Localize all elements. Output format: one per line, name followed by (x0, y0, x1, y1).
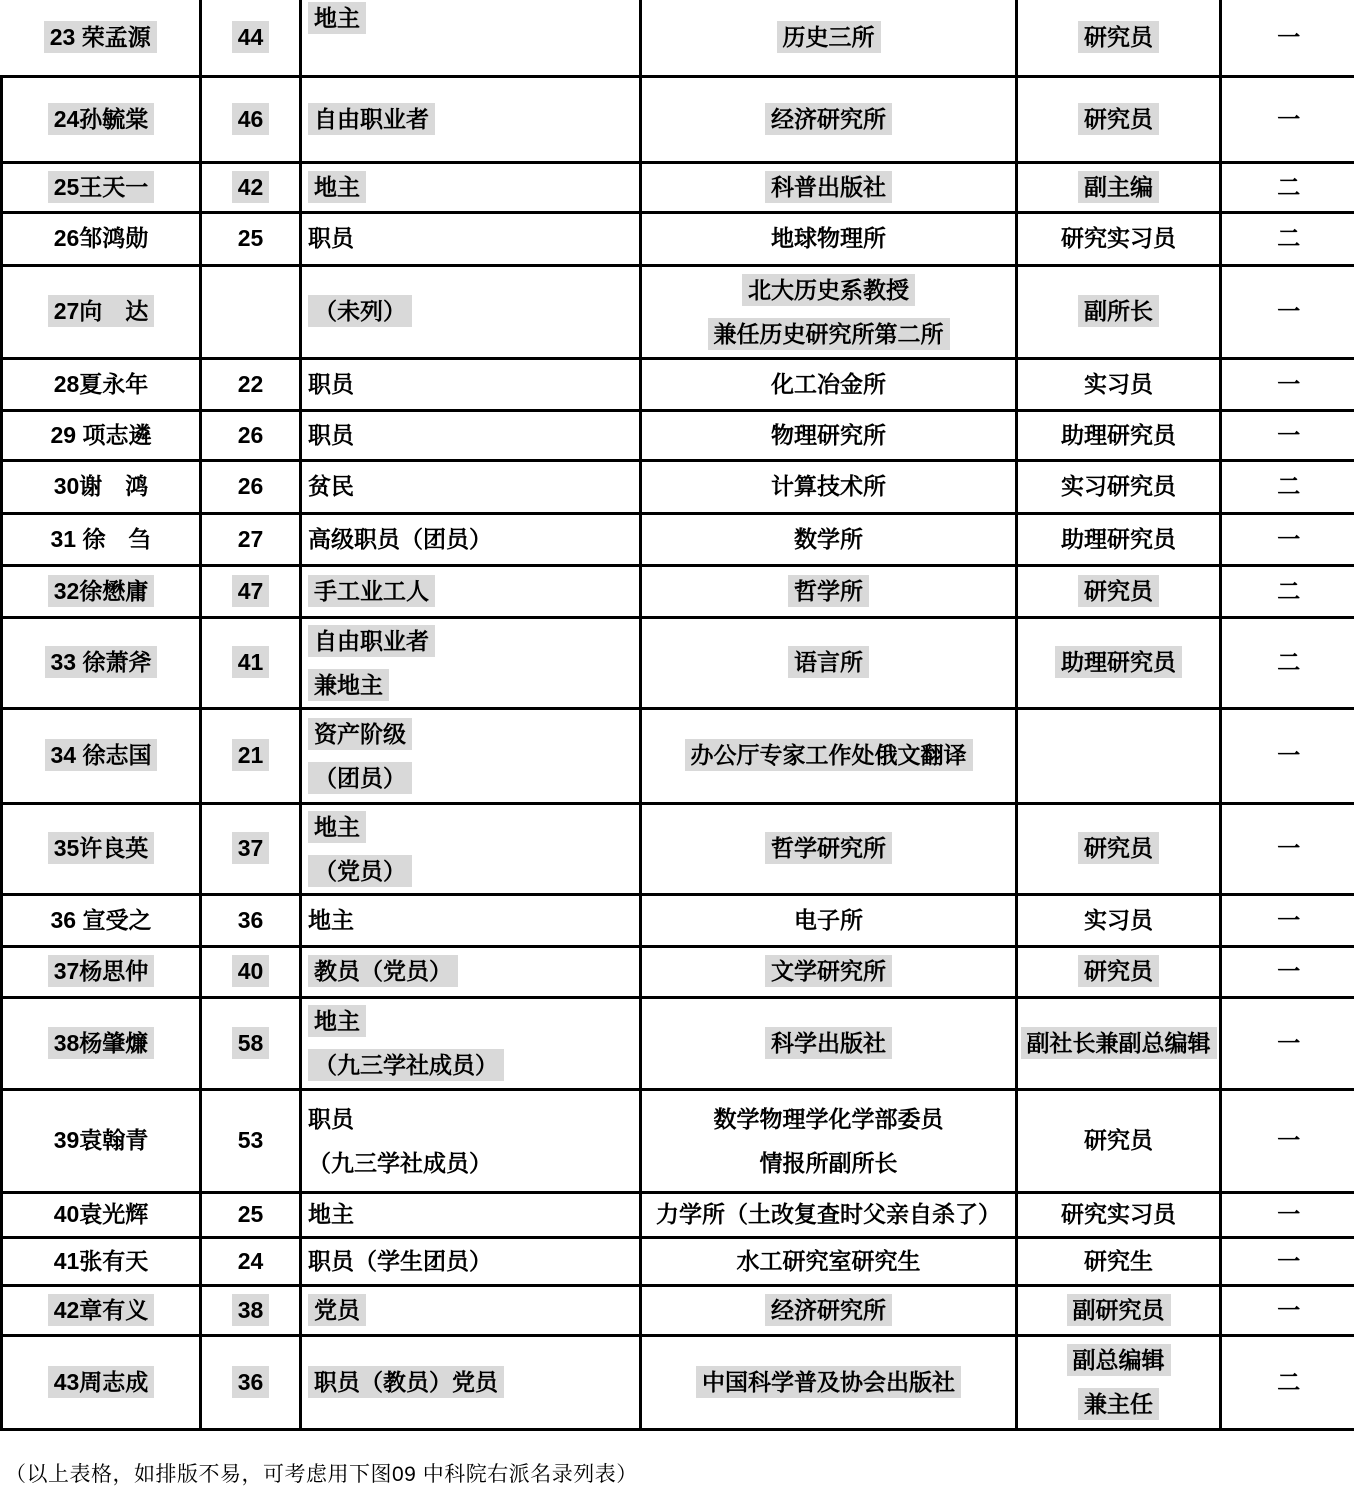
cell-unit (641, 410, 1017, 460)
cell-age (201, 162, 301, 212)
cell-text: 化工冶金所 (771, 370, 886, 397)
cell-class (301, 212, 641, 265)
cell-unit (641, 1237, 1017, 1285)
cell-text: 41张有天 (53, 1247, 149, 1274)
cell-text: 地主 (308, 1005, 366, 1037)
cell-text: 42章有义 (48, 1294, 155, 1326)
cell-age (201, 617, 301, 708)
cell-class (301, 894, 641, 946)
cell-text: 35许良英 (48, 832, 155, 864)
cell-text: 哲学所 (788, 575, 869, 607)
cell-text: 一 (1277, 105, 1301, 132)
cell-text: 实习员 (1084, 906, 1153, 933)
cell-text: 语言所 (788, 646, 869, 678)
cell-text: 一 (1277, 906, 1301, 933)
cell-text: 地球物理所 (771, 225, 886, 252)
cell-text: 41 (232, 646, 270, 678)
cell-mark (1221, 894, 1354, 946)
footnote: （以上表格，如排版不易，可考虑用下图09 中科院右派名录列表） (5, 1463, 638, 1486)
cell-text: 高级职员（团员） (308, 525, 492, 552)
cell-text: 地主 (308, 2, 366, 34)
cell-unit (641, 460, 1017, 513)
cell-name (2, 1285, 201, 1335)
cell-mark (1221, 76, 1354, 162)
cell-mark (1221, 1335, 1354, 1429)
cell-line (642, 312, 1015, 356)
cell-class (301, 513, 641, 565)
table-row (2, 76, 1354, 162)
table-row (2, 1285, 1354, 1335)
cell-text: 36 (232, 1366, 270, 1398)
cell-age (201, 894, 301, 946)
cell-text: 21 (232, 739, 270, 771)
cell-text: 一 (1277, 421, 1301, 448)
cell-age (201, 946, 301, 997)
cell-name (2, 617, 201, 708)
cell-mark (1221, 0, 1354, 76)
cell-unit (641, 76, 1017, 162)
cell-name (2, 265, 201, 358)
cell-class (301, 1192, 641, 1237)
cell-text: 计算技术所 (771, 473, 886, 500)
cell-class (301, 708, 641, 803)
cell-mark (1221, 513, 1354, 565)
cell-text: 一 (1277, 835, 1301, 862)
cell-text: 二 (1277, 173, 1301, 200)
cell-text: 科普出版社 (765, 171, 892, 203)
cell-age (201, 565, 301, 617)
cell-class (301, 460, 641, 513)
cell-age (201, 1237, 301, 1285)
cell-text: 26 (237, 421, 264, 448)
cell-class (301, 1237, 641, 1285)
cell-title (1017, 460, 1221, 513)
cell-line (1018, 1382, 1219, 1426)
cell-class (301, 946, 641, 997)
cell-line (308, 619, 639, 663)
cell-title (1017, 946, 1221, 997)
cell-text: 一 (1277, 298, 1301, 325)
cell-text: 47 (232, 575, 270, 607)
cell-text: 37杨思仲 (48, 955, 155, 987)
cell-text: 二 (1277, 225, 1301, 252)
cell-text: 副社长兼副总编辑 (1021, 1027, 1217, 1059)
cell-text: 一 (1277, 1296, 1301, 1323)
table-row (2, 358, 1354, 410)
cell-age (201, 1285, 301, 1335)
cell-unit (641, 803, 1017, 894)
cell-text: 实习研究员 (1061, 473, 1176, 500)
cell-name (2, 76, 201, 162)
cell-text: 副主编 (1078, 171, 1159, 203)
cell-text: 物理研究所 (771, 421, 886, 448)
cell-text: 32徐懋庸 (48, 575, 155, 607)
cell-text: 数学物理学化学部委员 (713, 1105, 944, 1132)
cell-text: 经济研究所 (765, 1294, 892, 1326)
cell-unit (641, 894, 1017, 946)
cell-text: 兼地主 (308, 669, 389, 701)
cell-unit (641, 1285, 1017, 1335)
table-row (2, 1237, 1354, 1285)
cell-class (301, 1089, 641, 1192)
cell-line (308, 663, 639, 707)
cell-text: 25 (237, 225, 264, 252)
cell-mark (1221, 565, 1354, 617)
cell-text: 36 (237, 906, 264, 933)
cell-text: 46 (232, 103, 270, 135)
cell-title (1017, 212, 1221, 265)
cell-age (201, 1192, 301, 1237)
cell-mark (1221, 803, 1354, 894)
cell-text: 职员（教员）党员 (308, 1366, 504, 1398)
cell-unit (641, 708, 1017, 803)
cell-text: 43周志成 (48, 1366, 155, 1398)
table-row (2, 513, 1354, 565)
cell-text: 一 (1277, 23, 1301, 50)
cell-text: 贫民 (308, 473, 354, 500)
cell-text: 40 (232, 955, 270, 987)
table-row (2, 162, 1354, 212)
cell-text: （团员） (308, 762, 412, 794)
cell-class (301, 358, 641, 410)
cell-title (1017, 410, 1221, 460)
cell-unit (641, 617, 1017, 708)
table-row (2, 460, 1354, 513)
cell-text: 28夏永年 (53, 370, 149, 397)
cell-text: 电子所 (794, 906, 863, 933)
cell-text: 31 徐 刍 (50, 525, 152, 552)
cell-line (308, 1141, 639, 1185)
cell-unit (641, 1089, 1017, 1192)
cell-text: 地主 (308, 906, 354, 933)
cell-text: 36 宣受之 (50, 906, 152, 933)
cell-unit (641, 358, 1017, 410)
cell-title (1017, 565, 1221, 617)
cell-age (201, 803, 301, 894)
cell-title (1017, 265, 1221, 358)
cell-text: 办公厅专家工作处俄文翻译 (685, 739, 973, 771)
cell-text: 二 (1277, 649, 1301, 676)
cell-text: 一 (1277, 1127, 1301, 1154)
cell-text: 58 (232, 1027, 270, 1059)
cell-name (2, 212, 201, 265)
cell-name (2, 513, 201, 565)
table-row (2, 1089, 1354, 1192)
cell-text: 职员 (308, 225, 354, 252)
cell-text: 44 (232, 21, 270, 53)
cell-text: 教员（党员） (308, 955, 458, 987)
cell-text: 29 项志遴 (50, 421, 152, 448)
cell-unit (641, 513, 1017, 565)
cell-text: 中国科学普及协会出版社 (696, 1366, 961, 1398)
cell-class (301, 162, 641, 212)
cell-title (1017, 803, 1221, 894)
cell-text: 助理研究员 (1061, 525, 1176, 552)
cell-text: 研究员 (1084, 1127, 1153, 1154)
cell-name (2, 358, 201, 410)
cell-text: 一 (1277, 1201, 1301, 1228)
cell-text: 30谢 鸿 (53, 473, 149, 500)
table-row (2, 997, 1354, 1089)
cell-name (2, 1089, 201, 1192)
cell-class (301, 803, 641, 894)
cell-age (201, 997, 301, 1089)
cell-text: 25 (237, 1201, 264, 1228)
cell-text: 科学出版社 (765, 1027, 892, 1059)
cell-text: （九三学社成员） (308, 1049, 504, 1081)
cell-name (2, 1335, 201, 1429)
cell-text: 副所长 (1078, 295, 1159, 327)
cell-mark (1221, 708, 1354, 803)
cell-class (301, 1335, 641, 1429)
cell-name (2, 410, 201, 460)
cell-class (301, 1285, 641, 1335)
cell-unit (641, 162, 1017, 212)
cell-text: 37 (232, 832, 270, 864)
cell-text: 二 (1277, 577, 1301, 604)
cell-text: 23 荣孟源 (44, 21, 157, 53)
cell-text: 自由职业者 (308, 625, 435, 657)
cell-text: 地主 (308, 811, 366, 843)
cell-name (2, 708, 201, 803)
cell-text: 副研究员 (1067, 1294, 1171, 1326)
cell-text: 27 (237, 525, 264, 552)
cell-text: 研究实习员 (1061, 1201, 1176, 1228)
cell-line (642, 1141, 1015, 1185)
cell-title (1017, 1285, 1221, 1335)
cell-name (2, 565, 201, 617)
cell-text: 自由职业者 (308, 103, 435, 135)
cell-text: 数学所 (794, 525, 863, 552)
cell-text: 哲学研究所 (765, 832, 892, 864)
cell-text: 24 (237, 1247, 264, 1274)
cell-text: 研究员 (1078, 103, 1159, 135)
cell-title (1017, 162, 1221, 212)
cell-text: 27向 达 (48, 295, 155, 327)
cell-name (2, 803, 201, 894)
cell-mark (1221, 1089, 1354, 1192)
cell-age (201, 1335, 301, 1429)
cell-text: 历史三所 (777, 21, 881, 53)
cell-age (201, 513, 301, 565)
cell-mark (1221, 265, 1354, 358)
cell-text: 研究员 (1078, 955, 1159, 987)
cell-unit (641, 1192, 1017, 1237)
table-row (2, 708, 1354, 803)
cell-age (201, 212, 301, 265)
cell-text: 力学所（土改复查时父亲自杀了） (656, 1201, 1001, 1228)
cell-age (201, 1089, 301, 1192)
cell-title (1017, 708, 1221, 803)
cell-age (201, 76, 301, 162)
cell-text: 一 (1277, 958, 1301, 985)
cell-text: 一 (1277, 742, 1301, 769)
cell-unit (641, 997, 1017, 1089)
cell-text: 研究员 (1078, 832, 1159, 864)
cell-text: 53 (237, 1127, 264, 1154)
cell-text: 助理研究员 (1061, 421, 1176, 448)
table-row (2, 617, 1354, 708)
table-row (2, 803, 1354, 894)
cell-name (2, 460, 201, 513)
cell-text: 助理研究员 (1055, 646, 1182, 678)
cell-title (1017, 0, 1221, 76)
cell-text: 二 (1277, 1368, 1301, 1395)
cell-text: 25王天一 (48, 171, 155, 203)
cell-unit (641, 946, 1017, 997)
cell-text: 水工研究室研究生 (736, 1247, 921, 1274)
cell-title (1017, 1089, 1221, 1192)
cell-class (301, 997, 641, 1089)
cell-class (301, 0, 641, 76)
cell-text: 党员 (308, 1294, 366, 1326)
cell-text: 22 (237, 370, 264, 397)
cell-text: 兼主任 (1078, 1388, 1159, 1420)
cell-line (308, 1043, 639, 1087)
cell-text: 职员 (308, 1105, 354, 1132)
cell-text: 地主 (308, 171, 366, 203)
cell-text: 一 (1277, 1029, 1301, 1056)
cell-age (201, 410, 301, 460)
cell-text: 一 (1277, 370, 1301, 397)
cell-text: 文学研究所 (765, 955, 892, 987)
cell-text: 资产阶级 (308, 718, 412, 750)
cell-text: 26 (237, 473, 264, 500)
cell-text: 北大历史系教授 (742, 274, 915, 306)
cell-title (1017, 358, 1221, 410)
cell-mark (1221, 617, 1354, 708)
cell-title (1017, 1192, 1221, 1237)
cell-mark (1221, 212, 1354, 265)
cell-mark (1221, 997, 1354, 1089)
table-row (2, 0, 1354, 76)
cell-text: 研究实习员 (1061, 225, 1176, 252)
cell-unit (641, 265, 1017, 358)
cell-text: 兼任历史研究所第二所 (708, 318, 950, 350)
cell-mark (1221, 410, 1354, 460)
cell-text: 经济研究所 (765, 103, 892, 135)
cell-mark (1221, 460, 1354, 513)
cell-text: 研究员 (1078, 575, 1159, 607)
cell-unit (641, 212, 1017, 265)
table-row (2, 410, 1354, 460)
cell-age (201, 265, 301, 358)
cell-name (2, 997, 201, 1089)
cell-text: 副总编辑 (1067, 1344, 1171, 1376)
cell-class (301, 76, 641, 162)
cell-text: 地主 (308, 1201, 354, 1228)
cell-title (1017, 1335, 1221, 1429)
cell-class (301, 410, 641, 460)
cell-text: （九三学社成员） (308, 1149, 492, 1176)
cell-text: 一 (1277, 525, 1301, 552)
cell-name (2, 0, 201, 76)
table-row (2, 565, 1354, 617)
cell-text: 研究生 (1084, 1247, 1153, 1274)
cell-title (1017, 894, 1221, 946)
cell-text: 39袁翰青 (53, 1127, 149, 1154)
cell-title (1017, 1237, 1221, 1285)
cell-class (301, 617, 641, 708)
table-row (2, 212, 1354, 265)
cell-mark (1221, 1192, 1354, 1237)
cell-line (642, 1097, 1015, 1141)
cell-age (201, 708, 301, 803)
cell-unit (641, 565, 1017, 617)
cell-mark (1221, 162, 1354, 212)
cell-title (1017, 997, 1221, 1089)
cell-line (642, 268, 1015, 312)
cell-mark (1221, 358, 1354, 410)
cell-text: 38 (232, 1294, 270, 1326)
cell-text: 职员（学生团员） (308, 1247, 492, 1274)
cell-text: 职员 (308, 370, 354, 397)
cell-unit (641, 0, 1017, 76)
cell-text: 34 徐志国 (45, 739, 158, 771)
cell-text: 研究员 (1078, 21, 1159, 53)
cell-line (308, 805, 639, 849)
cell-line (308, 999, 639, 1043)
cell-line (308, 849, 639, 893)
cell-text: 二 (1277, 473, 1301, 500)
cell-line (308, 712, 639, 756)
cell-title (1017, 76, 1221, 162)
cell-age (201, 0, 301, 76)
cell-class (301, 265, 641, 358)
cell-text: 26邹鸿勋 (53, 225, 149, 252)
cell-text: 实习员 (1084, 370, 1153, 397)
cell-title (1017, 513, 1221, 565)
table-row (2, 1335, 1354, 1429)
cell-age (201, 358, 301, 410)
table-row (2, 265, 1354, 358)
cell-text: 38杨肇燫 (48, 1027, 155, 1059)
cell-text: 24孙毓棠 (48, 103, 155, 135)
cell-text: 职员 (308, 421, 354, 448)
cell-unit (641, 1335, 1017, 1429)
cell-text: （党员） (308, 855, 412, 887)
cell-name (2, 946, 201, 997)
cell-line (308, 756, 639, 800)
cell-mark (1221, 946, 1354, 997)
cell-text: 情报所副所长 (759, 1149, 898, 1176)
cell-line (308, 1097, 639, 1141)
cell-text: 手工业工人 (308, 575, 435, 607)
cell-text: （未列） (308, 295, 412, 327)
table-row (2, 946, 1354, 997)
cell-text: 一 (1277, 1247, 1301, 1274)
cell-text: 40袁光辉 (53, 1201, 149, 1228)
cell-name (2, 1192, 201, 1237)
cell-age (201, 460, 301, 513)
cell-mark (1221, 1237, 1354, 1285)
table-row (2, 894, 1354, 946)
cell-name (2, 894, 201, 946)
cell-text: 33 徐萧斧 (45, 646, 158, 678)
cell-mark (1221, 1285, 1354, 1335)
cell-name (2, 162, 201, 212)
cell-text: 42 (232, 171, 270, 203)
cell-title (1017, 617, 1221, 708)
table-row (2, 1192, 1354, 1237)
cell-class (301, 565, 641, 617)
cell-line (1018, 1338, 1219, 1382)
cell-name (2, 1237, 201, 1285)
